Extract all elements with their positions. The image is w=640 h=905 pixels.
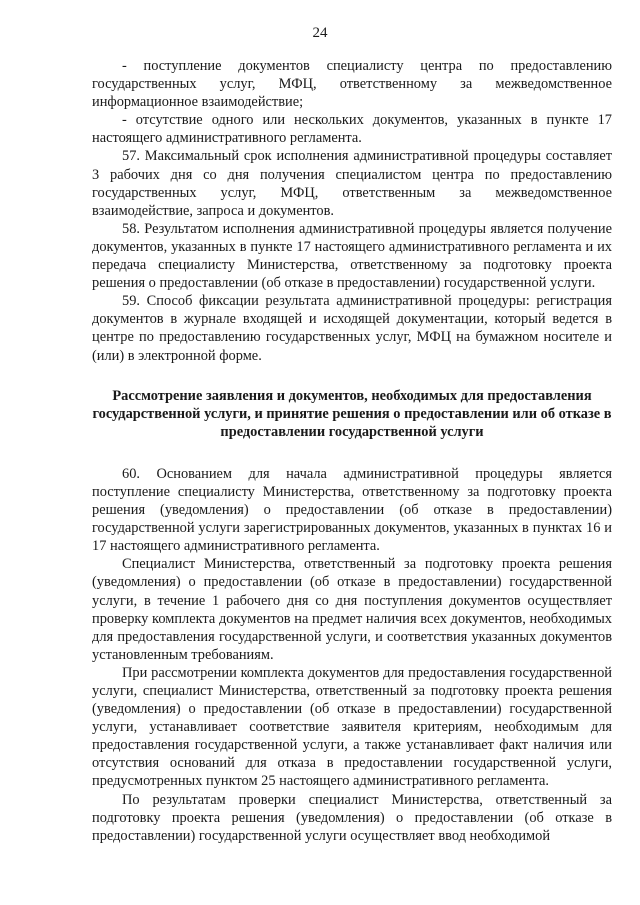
paragraph-59: 59. Способ фиксации результата административной процедуры: регистрация документов в журнале входящей и исходящей документации, который ведется в центре по предоставлению государственных услуг, МФЦ на бумажном носителе и (или) в электронной форме. xyxy=(92,293,612,364)
paragraph-intake-item: - поступление документов специалисту центра по предоставлению государственных услуг, МФЦ, ответственному за межведомственное информационное взаимодействие; xyxy=(92,58,612,111)
section-heading: Рассмотрение заявления и документов, необходимых для предоставления государственной услуги, и принятие решения о предоставлении или об отказе в предоставлении государственной услуги xyxy=(92,387,612,440)
paragraph-review-criteria: При рассмотрении комплекта документов для предоставления государственной услуги, специалист Министерства, ответственный за подготовку проекта решения (уведомления) о предоставлении (об отказе в предоставлении) государственной услуги, устанавливает соответствие заявителя критериям, необходимым для предоставления государственной услуги, а также устанавливает факт наличия или отсутствия оснований для отказа в предоставлении государственной услуги, предусмотренных пунктом 25 настоящего административного регламента. xyxy=(92,664,612,790)
paragraph-58: 58. Результатом исполнения административной процедуры является получение документов, указанных в пункте 17 настоящего административного регламента и их передача специалисту Министерства, ответственному за подготовку проекта решения о предоставлении (об отказе в предоставлении) государственной услуги. xyxy=(92,220,612,292)
page-number: 24 xyxy=(312,25,328,41)
paragraph-60: 60. Основанием для начала административной процедуры является поступление специалисту Министерства, ответственному за подготовку проекта решения (уведомления) о предоставлении (об отказе в предоставлении) государственной услуги зарегистрированных документов, указанных в пунктах 16 и 17 настоящего административного регламента. xyxy=(92,465,612,555)
paragraph-57: 57. Максимальный срок исполнения административной процедуры составляет 3 рабочих дня со дня получения специалистом центра по предоставлению государственных услуг, МФЦ, ответственным за межведомственное взаимодействие, запроса и документов. xyxy=(92,148,612,219)
document-body xyxy=(92,57,612,845)
paragraph-check-results: По результатам проверки специалист Министерства, ответственный за подготовку проекта решения (уведомления) о предоставлении (об отказе в предоставлении) государственной услуги осуществляет ввод необходимой xyxy=(92,791,612,844)
paragraph-specialist-check: Специалист Министерства, ответственный за подготовку проекта решения (уведомления) о предоставлении (об отказе в предоставлении) государственной услуги, в течение 1 рабочего дня со дня поступления документов осуществляет проверку комплекта документов на предмет наличия всех документов, необходимых для предоставления государственной услуги, и соответствия указанных документов установленным требованиям. xyxy=(92,556,612,663)
paragraph-missing-docs-item: - отсутствие одного или нескольких документов, указанных в пункте 17 настоящего административного регламента. xyxy=(92,112,612,147)
